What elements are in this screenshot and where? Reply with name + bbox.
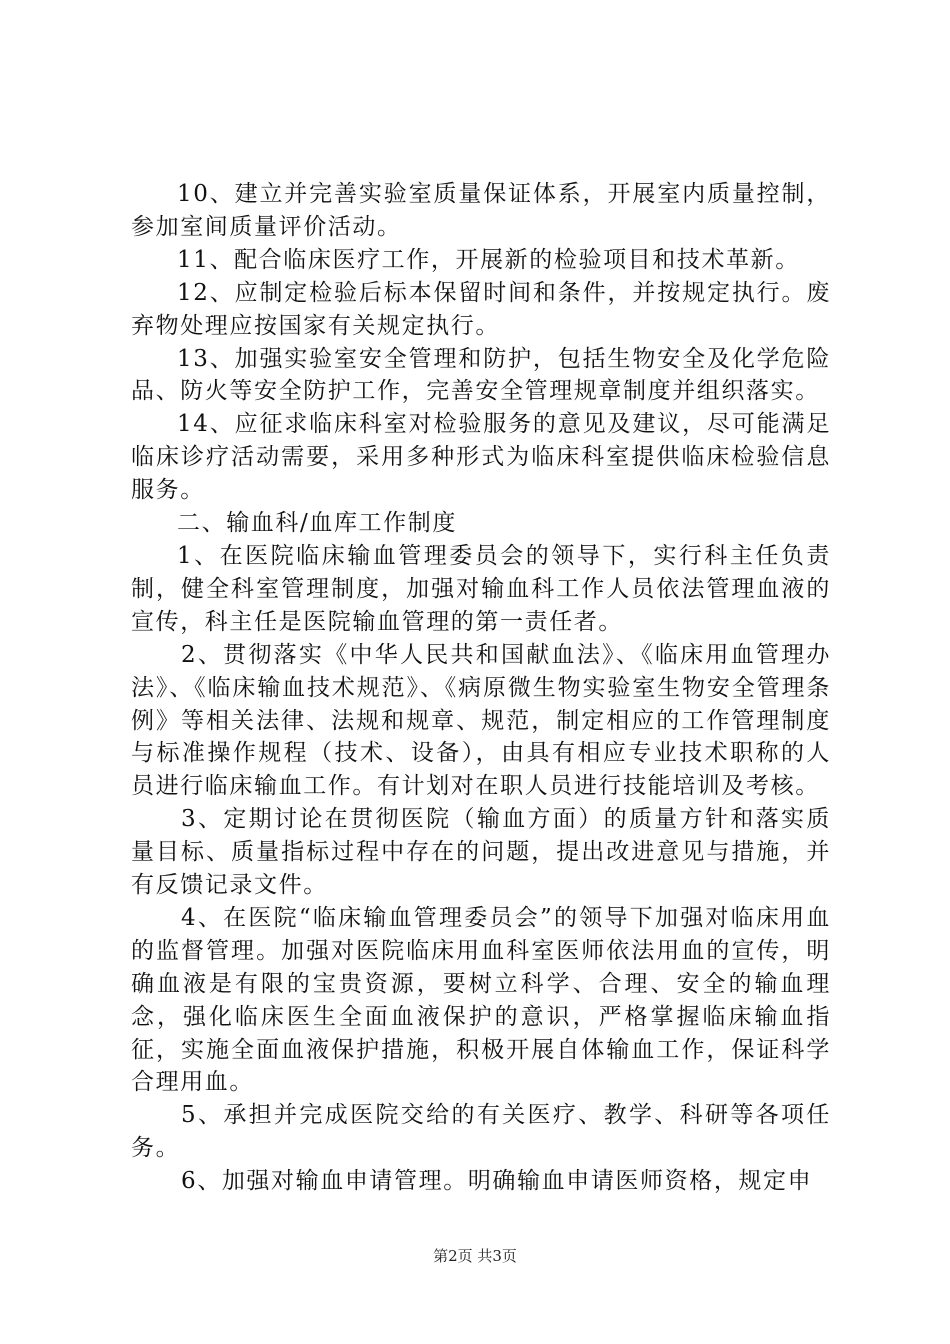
- paragraph-item-5: 5、承担并完成医院交给的有关医疗、教学、科研等各项任务。: [131, 1102, 831, 1162]
- document-body: [131, 178, 831, 1198]
- paragraph-item-13: 13、加强实验室安全管理和防护，包括生物安全及化学危险品、防火等安全防护工作，完善安全管理规章制度并组织落实。: [131, 345, 831, 405]
- paragraph-item-12: 12、应制定检验后标本保留时间和条件，并按规定执行。废弃物处理应按国家有关规定执行。: [131, 279, 831, 339]
- paragraph-item-2: 2、贯彻落实《中华人民共和国献血法》、《临床用血管理办法》、《临床输血技术规范》、《病原微生物实验室生物安全管理条例》等相关法律、法规和规章、规范，制定相应的工作管理制度与标准操作规程（技术、设备），由具有相应专业技术职称的人员进行临床输血工作。有计划对在职人员进行技能培训及考核。: [131, 641, 831, 800]
- paragraph-item-14: 14、应征求临床科室对检验服务的意见及建议，尽可能满足临床诊疗活动需要，采用多种形式为临床科室提供临床检验信息服务。: [131, 411, 831, 504]
- paragraph-item-1: 1、在医院临床输血管理委员会的领导下，实行科主任负责制，健全科室管理制度，加强对输血科工作人员依法管理血液的宣传，科主任是医院输血管理的第一责任者。: [131, 542, 831, 635]
- section-heading: 二、输血科/血库工作制度: [177, 510, 457, 537]
- paragraph-item-11: 11、配合临床医疗工作，开展新的检验项目和技术革新。: [177, 246, 800, 273]
- paragraph-item-3: 3、定期讨论在贯彻医院（输血方面）的质量方针和落实质量目标、质量指标过程中存在的问题，提出改进意见与措施，并有反馈记录文件。: [131, 806, 831, 899]
- page-footer: [0, 1246, 950, 1266]
- paragraph-item-10: 10、建立并完善实验室质量保证体系，开展室内质量控制，参加室间质量评价活动。: [131, 181, 831, 240]
- paragraph-item-4: 4、在医院“临床输血管理委员会”的领导下加强对临床用血的监督管理。加强对医院临床用血科室医师依法用血的宣传，明确血液是有限的宝贵资源，要树立科学、合理、安全的输血理念，强化临床医生全面血液保护的意识，严格掌握临床输血指征，实施全面血液保护措施，积极开展自体输血工作，保证科学合理用血。: [131, 904, 831, 1096]
- page-number-label: 第2页 共3页: [433, 1247, 517, 1265]
- paragraph-item-6: 6、加强对输血申请管理。明确输血申请医师资格，规定申: [181, 1168, 813, 1195]
